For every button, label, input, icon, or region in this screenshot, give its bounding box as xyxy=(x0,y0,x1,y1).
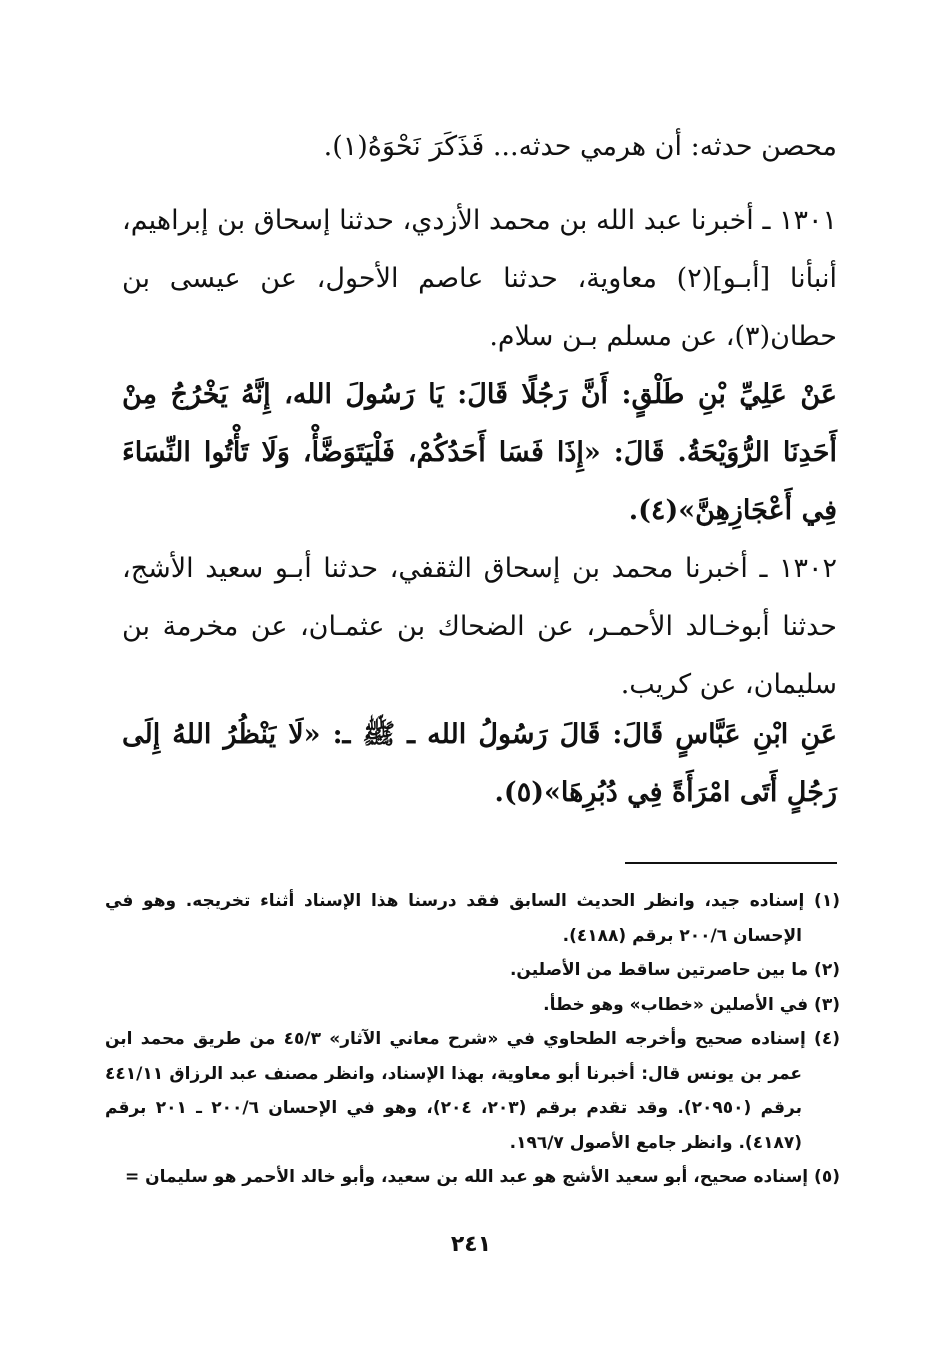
footnote-3: (٣) في الأصلين «خطاب» وهو خطأ. xyxy=(543,994,840,1015)
paragraph-isnad-1302: ١٣٠٢ ـ أخبرنا محمد بن إسحاق الثقفي، حدثنا أبـو سعيد الأشج، حدثنا أبوخـالد الأحمـر، عن الضحاك بن عثمـان، عن مخرمة بن سليمان، عن كريب. xyxy=(122,553,837,700)
footnote-4: (٤) إسناده صحيح وأخرجه الطحاوي في «شرح معاني الآثار» ٤٥/٣ من طريق محمد ابن عمر بن يونس قال: أخبرنا أبو معاوية، بهذا الإسناد، وانظر مصنف عبد الرزاق ٤٤١/١١ برقم (٢٠٩٥٠). وقد تقدم برقم (٢٠٣، ٢٠٤)، وهو في الإحسان ٢٠٠/٦ ـ ٢٠١ برقم (٤١٨٧). وانظر جامع الأصول ١٩٦/٧. xyxy=(105,1029,840,1153)
paragraph-hadith-1302: عَنِ ابْنِ عَبَّاسٍ قَالَ: قَالَ رَسُولُ الله ـ ﷺ ـ: «لَا يَنْظُرُ اللهُ إِلَى رَجُلٍ أَتَى امْرَأَةً فِي دُبُرِهَا»(٥). xyxy=(122,719,837,808)
page-number: ٢٤١ xyxy=(450,1232,492,1257)
paragraph-isnad-1301: ١٣٠١ ـ أخبرنا عبد الله بن محمد الأزدي، حدثنا إسحاق بن إبراهيم، أنبأنا [أبـو](٢) معاوية، حدثنا عاصم الأحول، عن عيسى بن حطان(٣)، عن مسلم بـن سلام. xyxy=(122,205,837,352)
footnote-1: (١) إسناده جيد، وانظر الحديث السابق فقد درسنا هذا الإسناد أثناء تخريجه. وهو في الإحسان ٢٠٠/٦ برقم (٤١٨٨). xyxy=(105,891,840,946)
footnotes-section xyxy=(105,884,840,1195)
footnote-5: (٥) إسناده صحيح، أبو سعيد الأشج هو عبد الله بن سعيد، وأبو خالد الأحمر هو سليمان = xyxy=(124,1167,840,1187)
paragraph-continuation: محصن حدثه: أن هرمي حدثه... فَذَكَرَ نَحْوَهُ(١). xyxy=(323,131,837,162)
footnote-2: (٢) ما بين حاصرتين ساقط من الأصلين. xyxy=(509,960,840,980)
paragraph-hadith-1301: عَنْ عَلِيِّ بْنِ طَلْقٍ: أَنَّ رَجُلًا قَالَ: يَا رَسُولَ الله، إِنَّهُ يَخْرُجُ مِنْ أَحَدِنَا الرُّوَيْحَةُ. قَالَ: «إِذَا فَسَا أَحَدُكُمْ، فَلْيَتَوَضَّأْ، وَلَا تَأْتُوا النِّسَاءَ فِي أَعْجَازِهِنَّ»(٤). xyxy=(122,379,837,526)
footnote-divider xyxy=(625,862,837,864)
